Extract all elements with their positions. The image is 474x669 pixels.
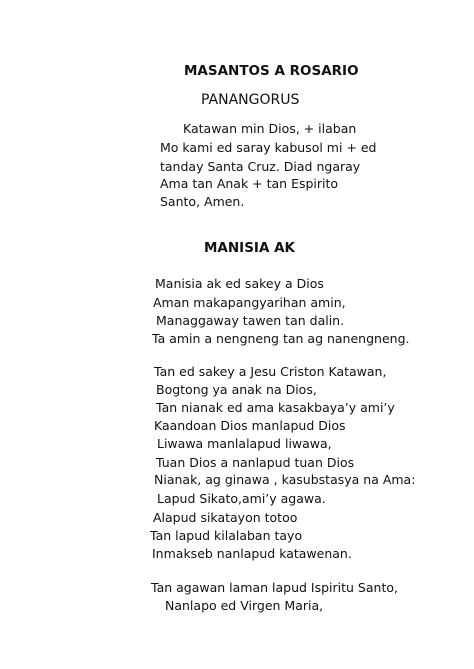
creed-line: Lapud Sikato,ami’y agawa. [157,491,326,506]
creed-line: Bogtong ya anak na Dios, [156,382,317,397]
creed-line: Aman makapangyarihan amin, [153,295,346,310]
section-heading: MANISIA AK [204,240,296,256]
creed-line: Nanlapo ed Virgen Maria, [165,598,324,613]
creed-line: Alapud sikatayon totoo [153,510,298,525]
creed-line: Tan agawan laman lapud Ispiritu Santo, [151,580,398,595]
creed-line: Liwawa manlalapud liwawa, [157,436,332,451]
creed-line: Tan nianak ed ama kasakbaya’y ami’y [156,400,395,415]
creed-line: Nianak, ag ginawa , kasubstasya na Ama: [154,472,416,487]
creed-line: Ta amin a nengneng tan ag nanengneng. [152,331,410,346]
creed-line: Tan ed sakey a Jesu Criston Katawan, [154,364,387,379]
creed-line: Manisia ak ed sakey a Dios [155,276,324,291]
prayer-line: Mo kami ed saray kabusol mi + ed [160,140,377,155]
prayer-line: tanday Santa Cruz. Diad ngaray [160,159,361,174]
creed-line: Managgaway tawen tan dalin. [156,313,345,328]
creed-line: Tan lapud kilalaban tayo [150,528,303,543]
prayer-line: Katawan min Dios, + ilaban [183,121,357,136]
document-title: MASANTOS A ROSARIO [184,63,359,79]
creed-line: Kaandoan Dios manlapud Dios [154,418,346,433]
document-subtitle: PANANGORUS [201,92,300,108]
creed-line: Inmakseb nanlapud katawenan. [152,546,352,561]
prayer-line: Santo, Amen. [160,194,245,209]
creed-line: Tuan Dios a nanlapud tuan Dios [156,455,355,470]
prayer-line: Ama tan Anak + tan Espirito [160,176,339,191]
